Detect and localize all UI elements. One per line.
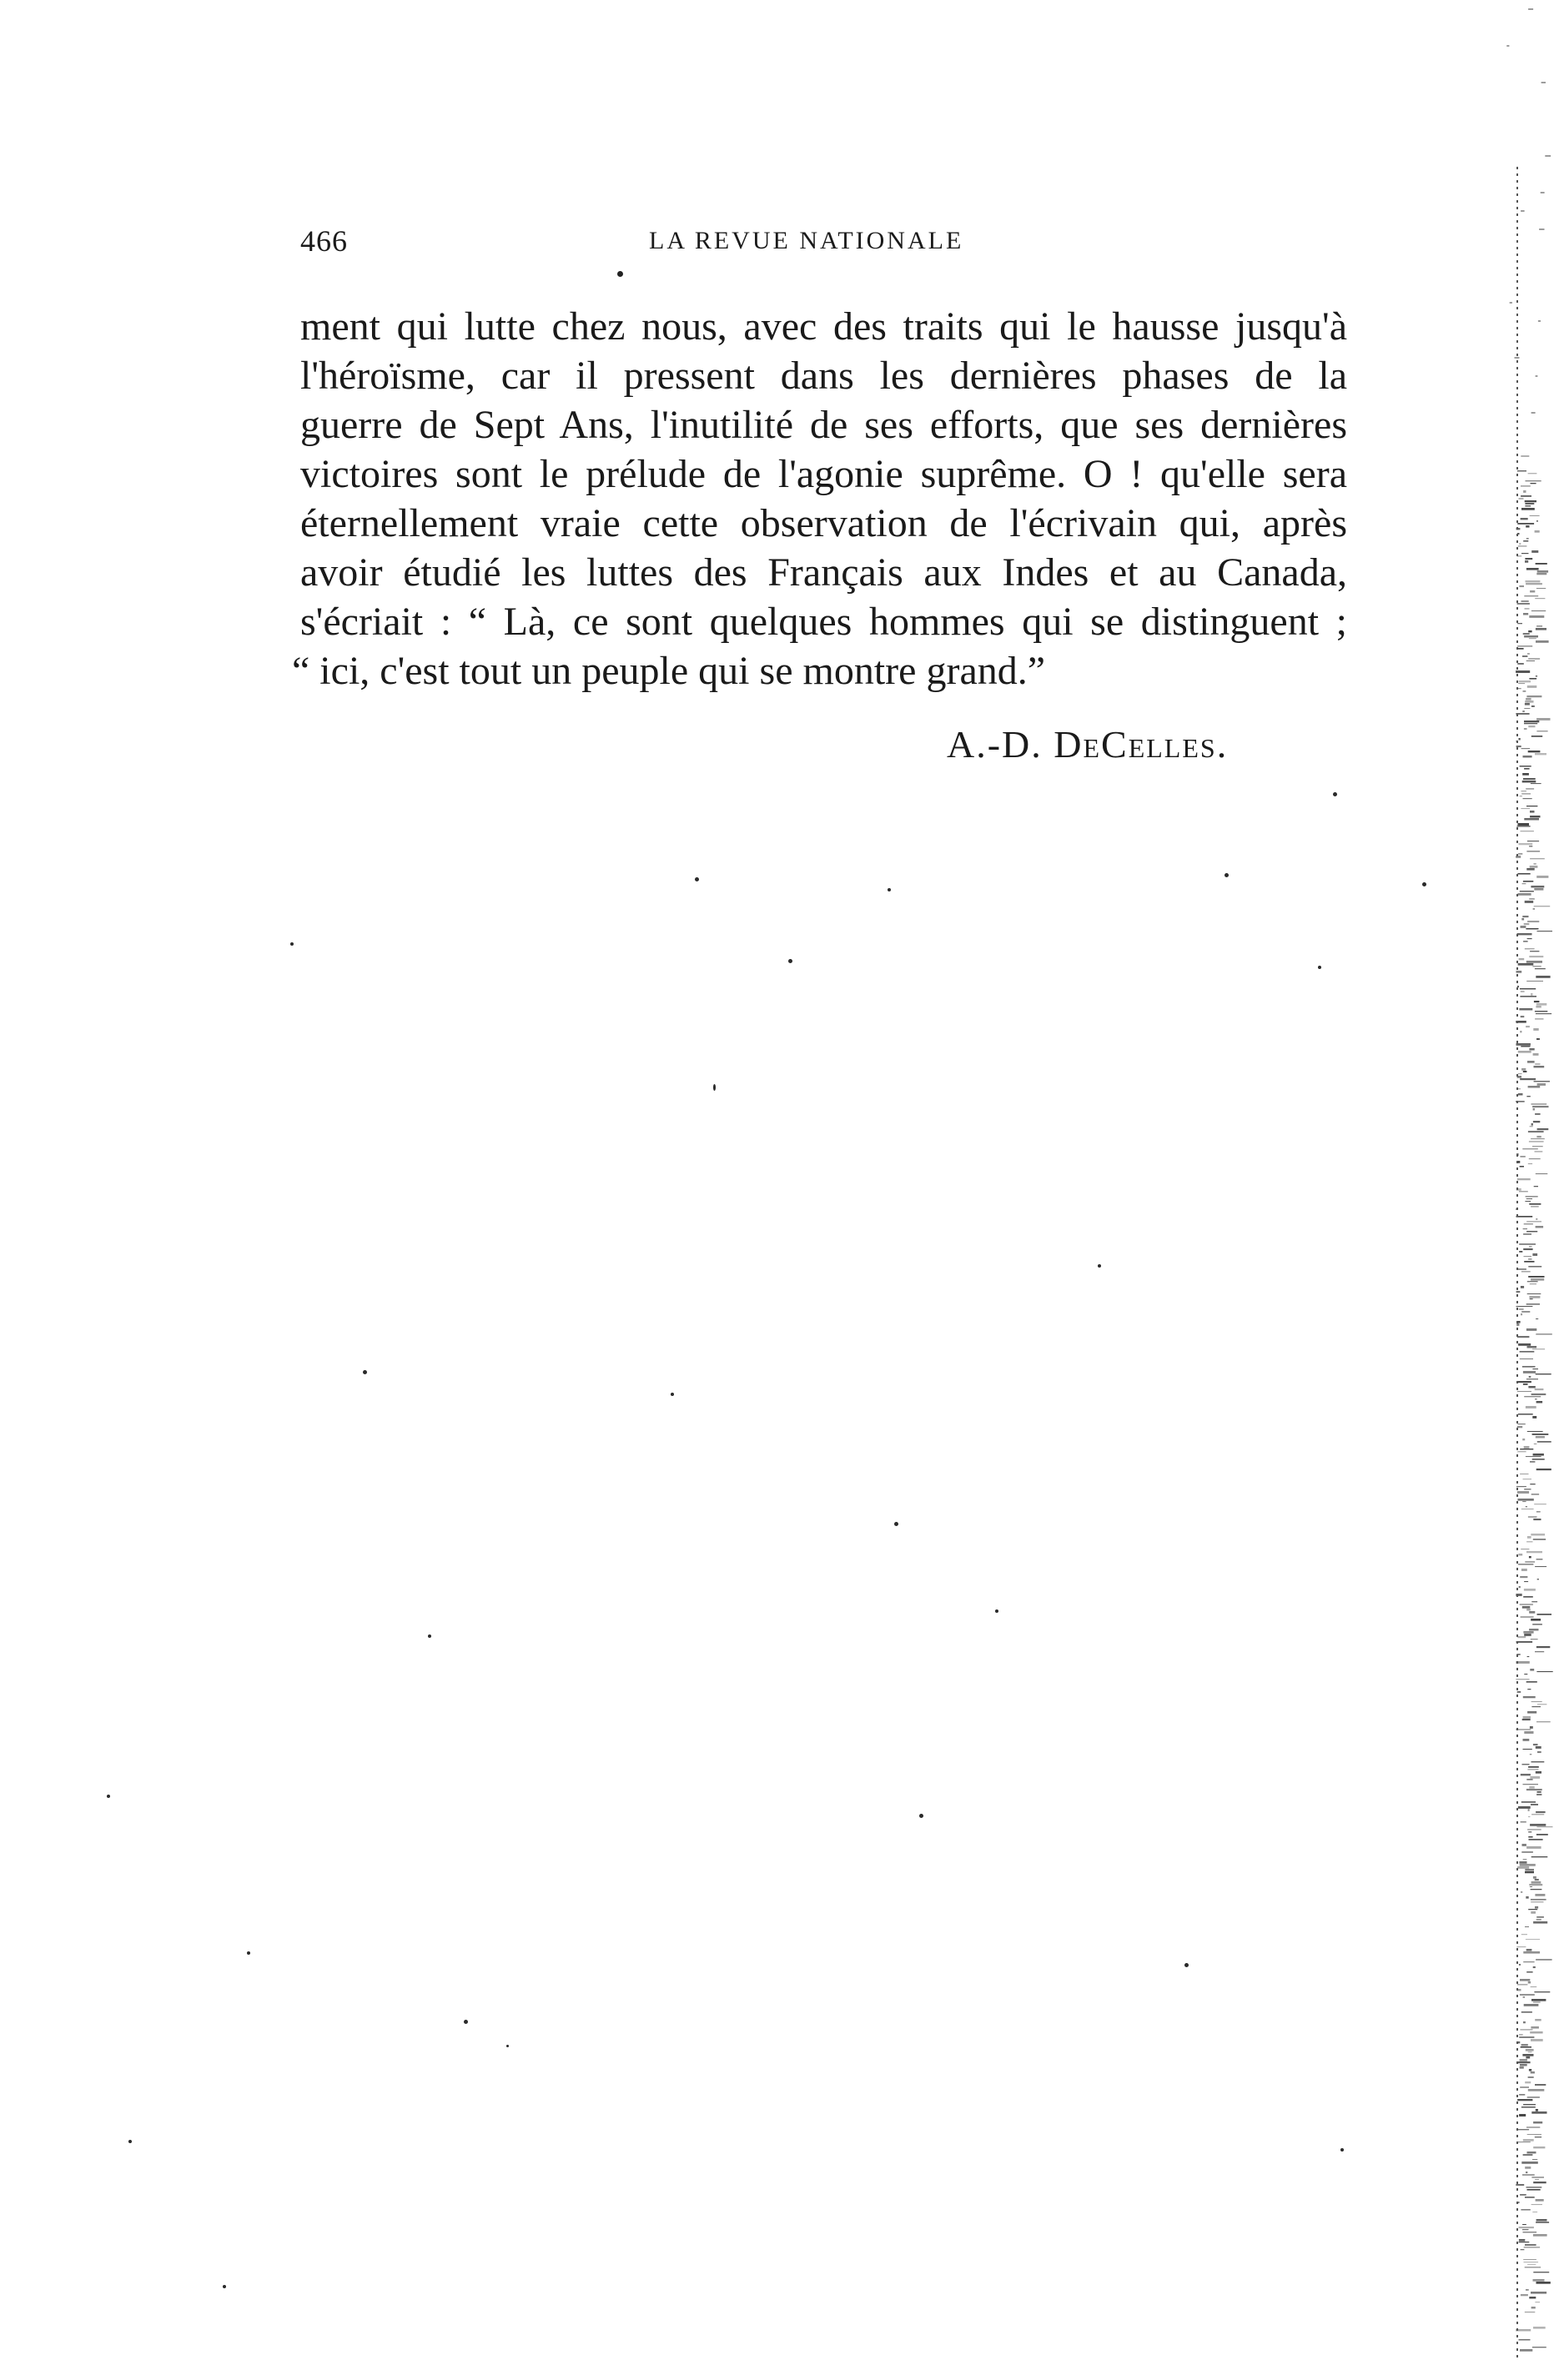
scan-speck [919,1814,923,1818]
scan-speck [428,1634,431,1638]
scan-speck [1098,1264,1101,1268]
scan-speck [1318,966,1321,969]
author-initials: A.-D. [947,723,1043,766]
scan-speck [223,2285,226,2288]
running-head [300,223,1310,257]
text-line: guerre de Sept Ans, l'inutilité de ses efforts, que ses dernières [300,403,1347,447]
scan-speck [1184,1963,1189,1967]
scan-speck [363,1370,367,1374]
scan-speck [506,2045,509,2047]
scan-speck [695,877,699,881]
text-line: victoires sont le prélude de l'agonie suprême. O ! qu'elle sera [300,452,1347,496]
scan-speck [713,1084,716,1091]
text-line: éternellement vraie cette observation de l'écrivain qui, après [300,501,1347,545]
body-paragraph [292,302,1347,695]
scan-speck [290,942,294,946]
author-signature [947,722,1228,766]
scan-speck [671,1393,674,1396]
journal-title: LA REVUE NATIONALE [649,227,964,254]
scan-edge-shadow [1497,0,1564,2380]
scan-speck [894,1522,898,1526]
scan-speck [788,959,792,963]
text-line: s'écriait : “ Là, ce sont quelques hommes qui se distinguent ; [300,600,1347,644]
text-line: avoir étudié les luttes des Français aux Indes et au Canada, [300,550,1347,595]
scan-speck [1422,882,1426,886]
scan-speck [995,1609,998,1613]
scan-speck [464,2020,468,2024]
text-line: ment qui lutte chez nous, avec des traits qui le hausse jusqu'à [300,304,1347,349]
text-line: l'héroïsme, car il pressent dans les dernières phases de la [300,354,1347,398]
scan-speck [107,1795,110,1798]
ornament-dot [617,271,623,277]
scan-speck [1333,792,1337,796]
author-name: DeCelles. [1054,723,1229,766]
scan-speck [128,2140,132,2143]
scan-speck [1225,873,1229,877]
scan-speck [1340,2148,1344,2152]
scan-speck [888,888,891,891]
scan-speck [247,1951,250,1955]
page-number: 466 [300,224,348,258]
text-line: “ ici, c'est tout un peuple qui se montre grand.” [292,649,1046,693]
